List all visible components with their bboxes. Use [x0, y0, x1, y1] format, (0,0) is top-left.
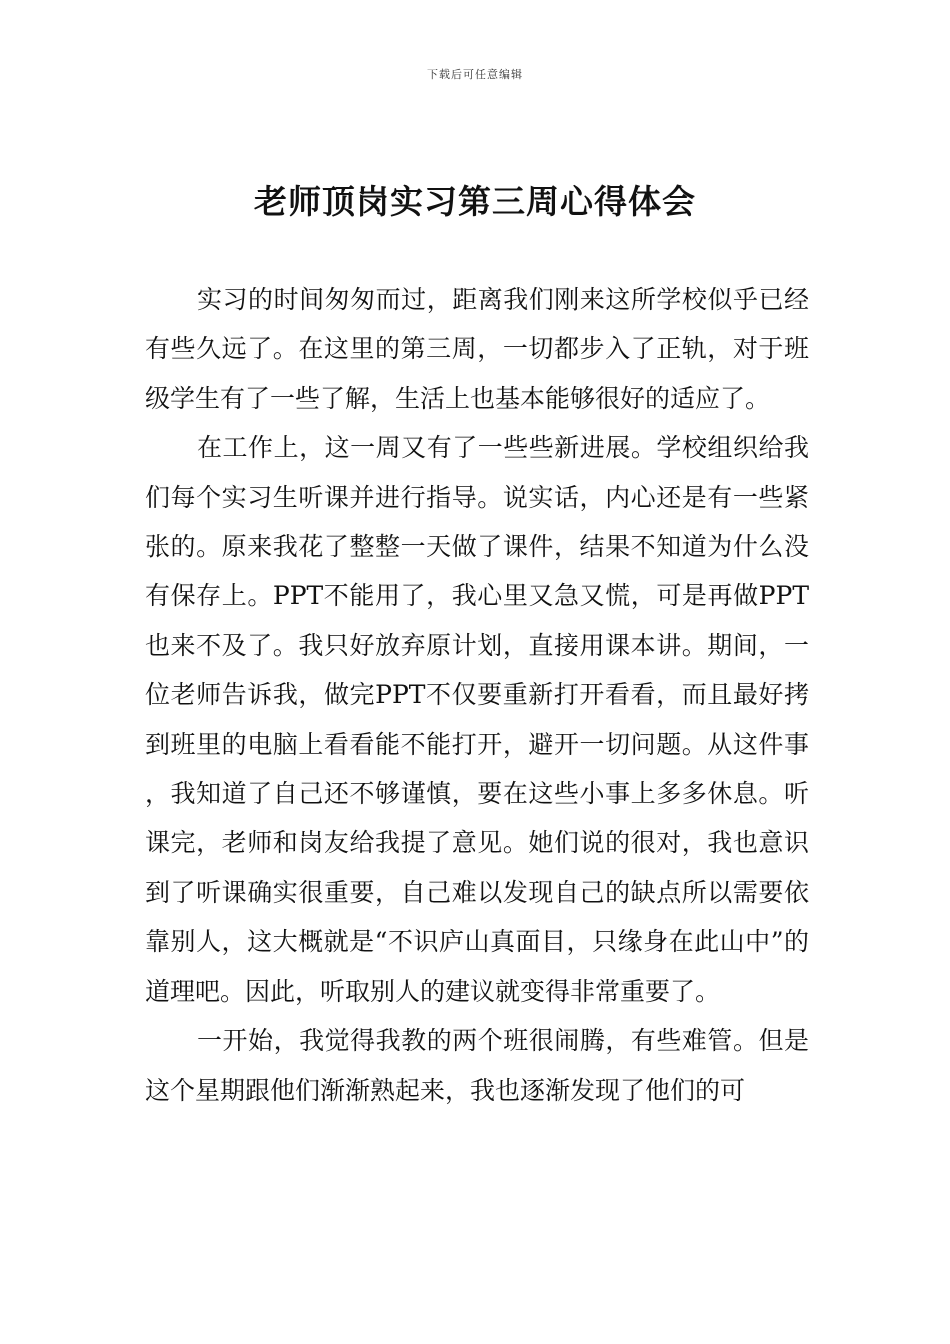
document-body [145, 275, 809, 1115]
paragraph-1: 实习的时间匆匆而过，距离我们刚来这所学校似乎已经有些久远了。在这里的第三周，一切都步入了正轨，对于班级学生有了一些了解，生活上也基本能够很好的适应了。 [145, 285, 809, 413]
document-title: 老师顶岗实习第三周心得体会 [254, 182, 696, 221]
paragraph-2: 在工作上，这一周又有了一些些新进展。学校组织给我们每个实习生听课并进行指导。说实话，内心还是有一些紧张的。原来我花了整整一天做了课件，结果不知道为什么没有保存上。PPT不能用了，我心里又急又慌，可是再做PPT也来不及了。我只好放弃原计划，直接用课本讲。期间，一位老师告诉我，做完PPT不仅要重新打开看看，而且最好拷到班里的电脑上看看能不能打开，避开一切问题。从这件事，我知道了自己还不够谨慎，要在这些小事上多多休息。听课完，老师和岗友给我提了意见。她们说的很对，我也意识到了听课确实很重要，自己难以发现自己的缺点所以需要依靠别人，这大概就是“不识庐山真面目，只缘身在此山中”的道理吧。因此，听取别人的建议就变得非常重要了。 [145, 433, 809, 1006]
paragraph-3: 一开始，我觉得我教的两个班很闹腾，有些难管。但是这个星期跟他们渐渐熟起来，我也逐渐发现了他们的可 [145, 1026, 809, 1105]
page-header-note: 下载后可任意编辑 [427, 68, 523, 81]
